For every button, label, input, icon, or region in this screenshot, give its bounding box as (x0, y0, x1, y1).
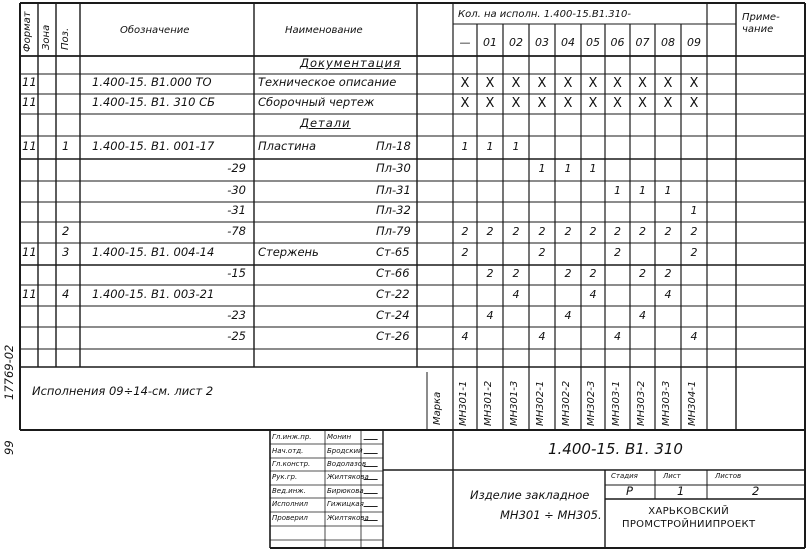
qty-cell: 2 (589, 224, 597, 238)
variants-note: Исполнения 09÷14-см. лист 2 (32, 384, 214, 398)
qty-cell: 1 (512, 139, 520, 153)
variant-header-2: 02 (509, 36, 523, 49)
qty-cell: X (613, 76, 622, 91)
doc-number: 1.400-15. В1. 310 (548, 440, 683, 458)
qty-cell: X (563, 76, 573, 91)
signer-role: Исполнил (272, 500, 309, 508)
row-mark: Ст-66 (376, 266, 410, 280)
row-format: 11 (22, 75, 37, 89)
row-designation: 1.400-15. В1. 001-17 (92, 138, 215, 153)
signature-mark (363, 437, 378, 440)
marka-value: МН301-1 (458, 380, 469, 426)
row-mark: Пл-31 (376, 182, 411, 197)
qty-cell: X (638, 76, 647, 91)
designation-header: Обозначение (120, 25, 190, 36)
signature-mark (363, 451, 378, 454)
row-designation: -29 (227, 161, 246, 175)
qty-cell: X (511, 96, 521, 111)
marka-value: МН303-3 (661, 380, 672, 426)
row-mark: Пл-30 (376, 161, 411, 175)
sheet-value: 1 (677, 484, 685, 498)
signature-mark (363, 491, 378, 494)
row-name: Стержень (258, 245, 319, 259)
section-title: Документация (300, 56, 402, 70)
qty-cell: 2 (538, 224, 546, 238)
row-position: 4 (62, 286, 70, 301)
qty-header: Кол. на исполн. 1.400-15.В1.310- (458, 9, 631, 20)
qty-cell: X (638, 96, 647, 111)
row-designation: 1.400-15. В1.000 ТО (92, 75, 212, 89)
qty-cell: 2 (461, 224, 469, 238)
qty-cell: 2 (664, 224, 672, 238)
row-mark: Пл-18 (376, 138, 411, 153)
side-page-number: 99 (2, 440, 16, 455)
row-mark: Ст-24 (376, 307, 410, 322)
qty-cell: 1 (589, 162, 597, 175)
qty-cell: 4 (690, 330, 698, 343)
signer-role: Гл.констр. (272, 460, 311, 468)
row-position: 3 (62, 245, 70, 259)
row-name: Пластина (258, 138, 317, 153)
row-mark: Ст-65 (376, 245, 410, 259)
qty-cell: 2 (589, 267, 597, 280)
name-header: Наименование (285, 25, 363, 36)
qty-cell: 4 (639, 308, 646, 322)
signer-role: Гл.инж.пр. (272, 433, 312, 441)
qty-cell: X (663, 76, 673, 91)
marka-value: МН301-3 (509, 380, 520, 426)
marka-label: Марка (432, 391, 443, 425)
qty-cell: X (663, 96, 673, 111)
qty-cell: X (511, 76, 521, 91)
qty-cell: 1 (690, 204, 698, 217)
row-designation: -23 (227, 307, 246, 322)
qty-cell: 2 (512, 267, 520, 280)
qty-cell: X (563, 96, 573, 111)
marka-value: МН302-3 (586, 380, 597, 426)
row-designation: -15 (227, 266, 246, 280)
variant-header-3: 03 (535, 36, 549, 49)
qty-cell: 4 (486, 308, 494, 322)
signer-name: Жилтякова (327, 473, 369, 481)
qty-cell: 2 (614, 246, 621, 259)
signer-role: Проверил (272, 514, 308, 522)
qty-cell: 2 (664, 267, 672, 280)
qty-cell: X (588, 76, 598, 91)
signer-name: Бродский (327, 447, 363, 455)
row-mark: Пл-32 (376, 203, 411, 217)
qty-cell: 4 (538, 330, 546, 343)
qty-cell: X (689, 96, 699, 111)
signature-mark (363, 464, 378, 467)
qty-cell: 1 (664, 183, 672, 197)
signer-role: Рук.гр. (272, 473, 298, 481)
variant-header-4: 04 (561, 36, 575, 49)
qty-cell: 1 (486, 139, 494, 153)
qty-cell: 2 (538, 246, 546, 259)
signer-name: Жилтякова (327, 514, 369, 522)
format-header: Формат (22, 11, 33, 52)
stage-value: Р (626, 484, 633, 498)
qty-cell: X (537, 76, 547, 91)
qty-cell: 1 (614, 183, 621, 197)
signature-mark (363, 518, 378, 521)
row-designation: 1.400-15. В1. 310 СБ (92, 95, 216, 109)
row-format: 11 (22, 138, 37, 153)
variant-header-6: 06 (610, 36, 625, 49)
marka-value: МН302-1 (535, 380, 546, 426)
note-header: Приме- чание (742, 12, 780, 35)
qty-cell: 4 (664, 287, 672, 301)
marka-value: МН302-2 (561, 380, 572, 426)
qty-cell: X (537, 96, 547, 111)
pos-header: Поз. (60, 27, 71, 50)
qty-cell: 4 (461, 330, 469, 343)
qty-cell: X (689, 76, 699, 91)
marka-value: МН303-2 (635, 380, 647, 426)
variant-header-1: 01 (483, 36, 497, 49)
row-designation: 1.400-15. В1. 003-21 (92, 286, 215, 301)
qty-cell: 2 (639, 267, 646, 280)
row-designation: -78 (227, 223, 246, 238)
qty-cell: 2 (690, 224, 698, 238)
qty-cell: 2 (564, 224, 572, 238)
marka-value: МН304-1 (687, 380, 698, 426)
organization-name: ХАРЬКОВСКИЙ ПРОМСТРОЙНИИПРОЕКТ (622, 506, 756, 530)
row-designation: -31 (227, 203, 246, 217)
variant-header-8: 08 (661, 36, 675, 49)
qty-cell: 2 (486, 224, 494, 238)
qty-cell: 4 (589, 287, 597, 301)
row-format: 11 (22, 245, 37, 259)
signer-role: Нач.отд. (272, 447, 304, 455)
sheets-label: Листов (715, 472, 742, 480)
qty-cell: 1 (538, 162, 546, 175)
qty-cell: 2 (461, 246, 469, 259)
row-mark: Ст-22 (376, 286, 410, 301)
row-name: Техническое описание (258, 75, 397, 89)
qty-cell: 4 (614, 330, 621, 343)
row-position: 2 (62, 223, 70, 238)
qty-cell: X (460, 76, 470, 91)
row-designation: 1.400-15. В1. 004-14 (92, 245, 215, 259)
signer-role: Вед.инж. (272, 487, 306, 495)
signature-mark (363, 477, 378, 480)
row-mark: Ст-26 (376, 329, 410, 343)
qty-cell: 1 (639, 183, 646, 197)
qty-cell: 4 (564, 308, 572, 322)
row-format: 11 (22, 95, 37, 109)
side-inventory-number: 17769-02 (2, 344, 16, 400)
qty-cell: X (460, 96, 470, 111)
sheet-label: Лист (663, 472, 681, 480)
row-name: Сборочный чертеж (258, 95, 375, 109)
marka-value: МН301-2 (483, 380, 494, 426)
signer-name: Монин (327, 433, 352, 441)
variant-header-7: 07 (635, 36, 650, 49)
qty-cell: 2 (614, 224, 621, 238)
qty-cell: X (485, 76, 495, 91)
qty-cell: 1 (564, 162, 572, 175)
row-mark: Пл-79 (376, 223, 411, 238)
product-name: Изделие закладное (470, 488, 590, 502)
variant-header-5: 05 (586, 36, 600, 49)
signature-mark (363, 504, 378, 507)
row-designation: -30 (227, 182, 246, 197)
signer-name: Бирюкова (327, 487, 364, 495)
qty-cell: 2 (639, 224, 646, 238)
section-title: Детали (300, 116, 351, 130)
qty-cell: 2 (564, 267, 572, 280)
sheets-value: 2 (752, 484, 760, 498)
product-range: МН301 ÷ МН305. (500, 508, 602, 522)
qty-cell: 4 (512, 287, 520, 301)
variant-header-9: 09 (687, 36, 701, 49)
qty-cell: 2 (486, 267, 494, 280)
qty-cell: X (613, 96, 622, 111)
qty-cell: X (588, 96, 598, 111)
variant-header-0: — (459, 36, 471, 49)
signer-name: Водолазов (327, 460, 367, 468)
qty-cell: 2 (690, 246, 698, 259)
qty-cell: 2 (512, 224, 520, 238)
row-format: 11 (22, 286, 37, 301)
signer-name: Гижицкая (327, 500, 364, 508)
qty-cell: X (485, 96, 495, 111)
row-position: 1 (62, 138, 70, 153)
marka-value: МН303-1 (610, 380, 622, 426)
row-designation: -25 (227, 329, 246, 343)
stage-label: Стадия (611, 472, 638, 480)
qty-cell: 1 (461, 139, 469, 153)
zone-header: Зона (41, 24, 52, 50)
